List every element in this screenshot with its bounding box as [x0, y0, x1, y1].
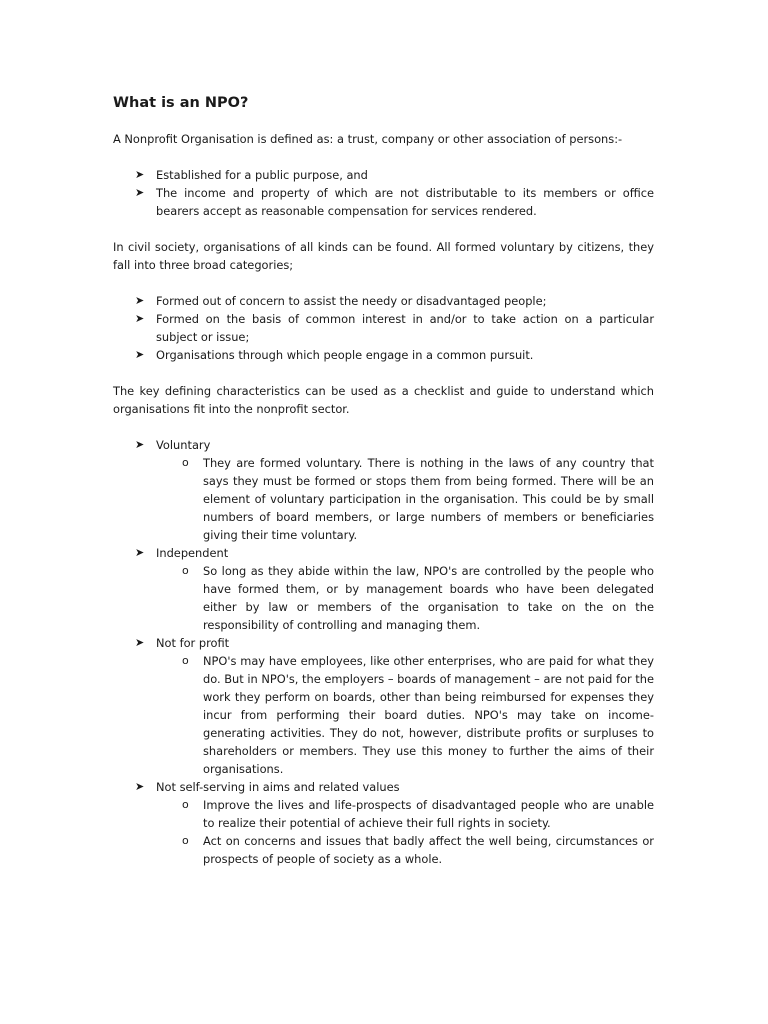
- circle-bullet-icon: o: [182, 654, 189, 667]
- circle-bullet-icon: o: [182, 834, 189, 847]
- characteristics-list: [113, 436, 654, 868]
- list-item: ➤ Formed on the basis of common interest in and/or to take action on a particular subject or issue;: [135, 312, 654, 344]
- intro-paragraph: A Nonprofit Organisation is defined as: a trust, company or other association of persons:-: [113, 132, 623, 146]
- list-item: ➤ Established for a public purpose, and: [135, 168, 368, 182]
- arrow-bullet-icon: ➤: [135, 348, 145, 361]
- circle-bullet-icon: o: [182, 798, 189, 811]
- characteristic-item: [113, 436, 654, 544]
- characteristic-details: [156, 652, 654, 778]
- list-item: ➤ Formed out of concern to assist the needy or disadvantaged people;: [135, 294, 547, 308]
- circle-bullet-icon: o: [182, 564, 189, 577]
- detail-item: o NPO's may have employees, like other enterprises, who are paid for what they do. But in NPO's, the employers – boards of management – are not paid for the work they perform on boards, other than being reimbursed for expenses they incur from performing their board duties. NPO's may take on income-generating activities. They do not, however, distribute profits or surpluses to shareholders or members. They use this money to further the aims of their organisations.: [182, 654, 654, 776]
- detail-item: o They are formed voluntary. There is nothing in the laws of any country that says they must be formed or stops them from being formed. There will be an element of voluntary participation in the organisation. This could be by small numbers of board members, or large numbers of members or beneficiaries giving their time voluntary.: [182, 456, 654, 542]
- civil-society-paragraph: In civil society, organisations of all kinds can be found. All formed voluntary by citizens, they fall into three broad categories;: [113, 240, 654, 272]
- list-item: ➤ The income and property of which are not distributable to its members or office bearers accept as reasonable compensation for services rendered.: [135, 186, 654, 218]
- arrow-bullet-icon: ➤: [135, 168, 145, 181]
- arrow-bullet-icon: ➤: [135, 312, 145, 325]
- arrow-bullet-icon: ➤: [135, 780, 145, 793]
- page-title: What is an NPO?: [113, 95, 249, 111]
- arrow-bullet-icon: ➤: [135, 294, 145, 307]
- characteristic-details: [156, 454, 654, 544]
- characteristic-item: [113, 778, 654, 868]
- characteristic-label: Voluntary: [156, 438, 211, 452]
- characteristic-details: [156, 562, 654, 634]
- list-item: ➤ Organisations through which people engage in a common pursuit.: [135, 348, 534, 362]
- arrow-bullet-icon: ➤: [135, 186, 145, 199]
- characteristic-details: [156, 796, 654, 868]
- arrow-bullet-icon: ➤: [135, 438, 145, 451]
- definition-list: [113, 166, 654, 220]
- categories-list: [113, 292, 654, 364]
- characteristic-label: Not for profit: [156, 636, 230, 650]
- characteristic-item: [113, 634, 654, 778]
- arrow-bullet-icon: ➤: [135, 546, 145, 559]
- detail-item: o So long as they abide within the law, NPO's are controlled by the people who have formed them, or by management boards who have been delegated either by law or members of the organisation to take on the on the responsibility of controlling and managing them.: [182, 564, 654, 632]
- characteristic-label: Independent: [156, 546, 229, 560]
- circle-bullet-icon: o: [182, 456, 189, 469]
- detail-item: o Act on concerns and issues that badly affect the well being, circumstances or prospects of people of society as a whole.: [182, 834, 654, 866]
- characteristic-item: [113, 544, 654, 634]
- arrow-bullet-icon: ➤: [135, 636, 145, 649]
- characteristics-intro-paragraph: The key defining characteristics can be used as a checklist and guide to understand which organisations fit into the nonprofit sector.: [113, 384, 654, 416]
- detail-item: o Improve the lives and life-prospects of disadvantaged people who are unable to realize their potential of achieve their full rights in society.: [182, 798, 654, 830]
- characteristic-label: Not self-serving in aims and related values: [156, 780, 400, 794]
